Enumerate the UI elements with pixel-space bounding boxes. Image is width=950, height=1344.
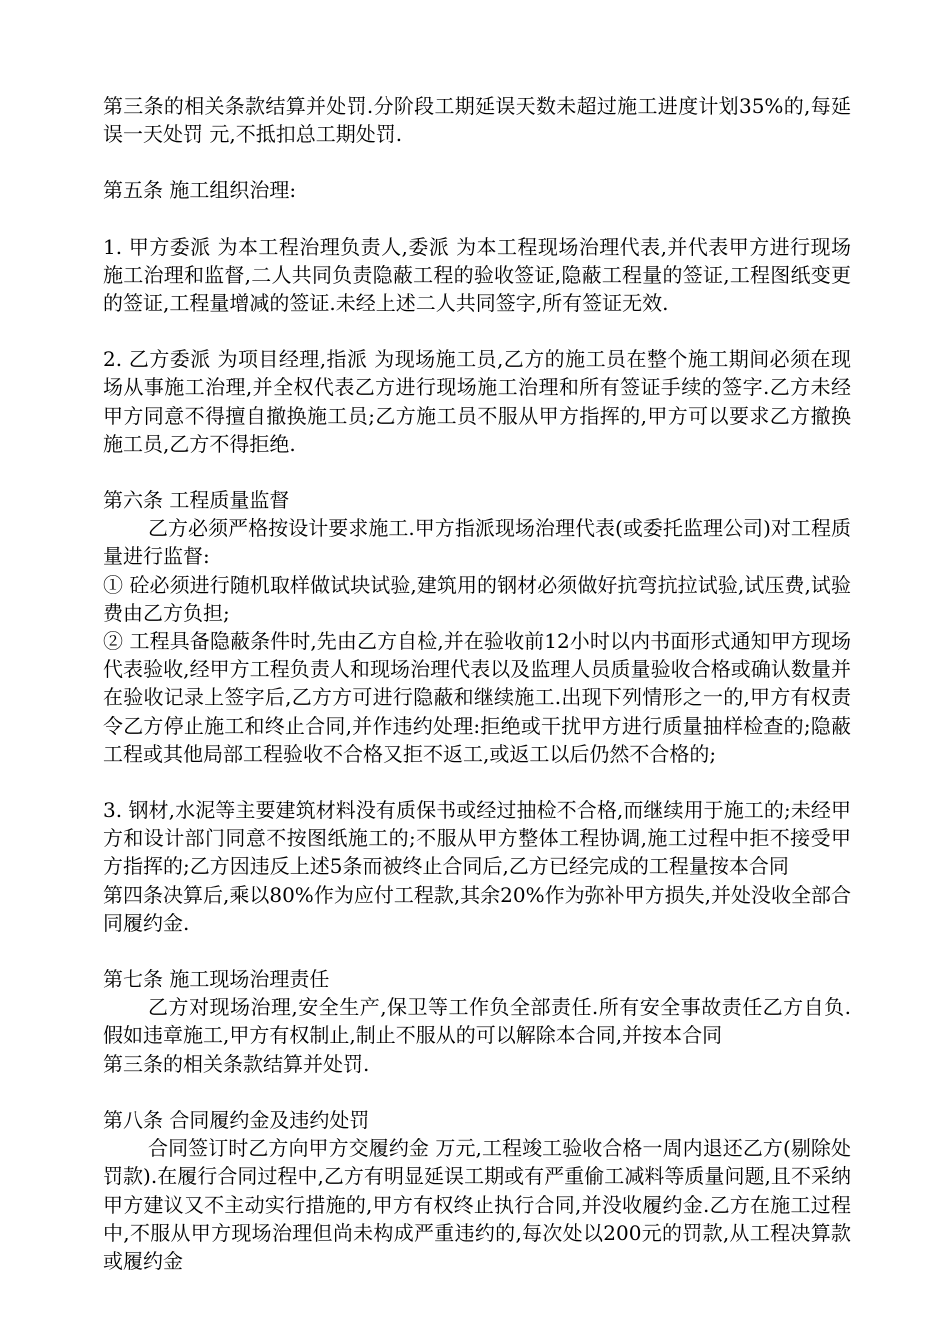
section-heading-5: 第五条 施工组织治理: [103,178,297,203]
document-page [103,92,851,1275]
section-heading-8: 第八条 合同履约金及违约处罚 [103,1107,370,1132]
paragraph-6-3: 3. 钢材,水泥等主要建筑材料没有质保书或经过抽检不合格,而继续用于施工的;未经甲方和设计部门同意不按图纸施工的;不服从甲方整体工程协调,施工过程中拒不接受甲方指挥的;乙方因违反上述5条而被终止合同后,乙方已经完成的工程量按本合同 [103,798,851,879]
paragraph-6-4: 第四条决算后,乘以80%作为应付工程款,其余20%作为弥补甲方损失,并处没收全部合同履约金. [103,882,851,935]
paragraph-1: 第三条的相关条款结算并处罚.分阶段工期延误天数未超过施工进度计划35%的,每延误一天处罚 元,不抵扣总工期处罚. [103,94,851,147]
paragraph-5-2: 2. 乙方委派 为项目经理,指派 为现场施工员,乙方的施工员在整个施工期间必须在现场从事施工治理,并全权代表乙方进行现场施工治理和所有签证手续的签字.乙方未经甲方同意不得擅自撤换施工员;乙方施工员不服从甲方指挥的,甲方可以要求乙方撤换施工员,乙方不得拒绝. [103,347,851,456]
paragraph-6-intro: 乙方必须严格按设计要求施工.甲方指派现场治理代表(或委托监理公司)对工程质量进行监督: [103,516,851,569]
paragraph-5-1: 1. 甲方委派 为本工程治理负责人,委派 为本工程现场治理代表,并代表甲方进行现场施工治理和监督,二人共同负责隐蔽工程的验收签证,隐蔽工程量的签证,工程图纸变更的签证,工程量增减的签证.未经上述二人共同签字,所有签证无效. [103,234,851,316]
section-heading-6: 第六条 工程质量监督 [103,488,290,513]
paragraph-7-cont: 第三条的相关条款结算并处罚. [103,1051,370,1076]
paragraph-6-item-2: ② 工程具备隐蔽条件时,先由乙方自检,并在验收前12小时以内书面形式通知甲方现场代表验收,经甲方工程负责人和现场治理代表以及监理人员质量验收合格或确认数量并在验收记录上签字后,乙方方可进行隐蔽和继续施工.出现下列情形之一的,甲方有权责令乙方停止施工和终止合同,并作违约处理:拒绝或干扰甲方进行质量抽样检查的;隐蔽工程或其他局部工程验收不合格又拒不返工,或返工以后仍然不合格的; [103,629,851,766]
section-heading-7: 第七条 施工现场治理责任 [103,967,330,992]
paragraph-8-body: 合同签订时乙方向甲方交履约金 万元,工程竣工验收合格一周内退还乙方(剔除处罚款).在履行合同过程中,乙方有明显延误工期或有严重偷工减料等质量问题,且不采纳甲方建议又不主动实行措施的,甲方有权终止执行合同,并没收履约金.乙方在施工过程中,不服从甲方现场治理但尚未构成严重违约的,每次处以200元的罚款,从工程决算款或履约金 [103,1136,851,1273]
paragraph-6-item-1: ① 砼必须进行随机取样做试块试验,建筑用的钢材必须做好抗弯抗拉试验,试压费,试验费由乙方负担; [103,572,851,625]
paragraph-7-body: 乙方对现场治理,安全生产,保卫等工作负全部责任.所有安全事故责任乙方自负.假如违章施工,甲方有权制止,制止不服从的可以解除本合同,并按本合同 [103,995,851,1048]
